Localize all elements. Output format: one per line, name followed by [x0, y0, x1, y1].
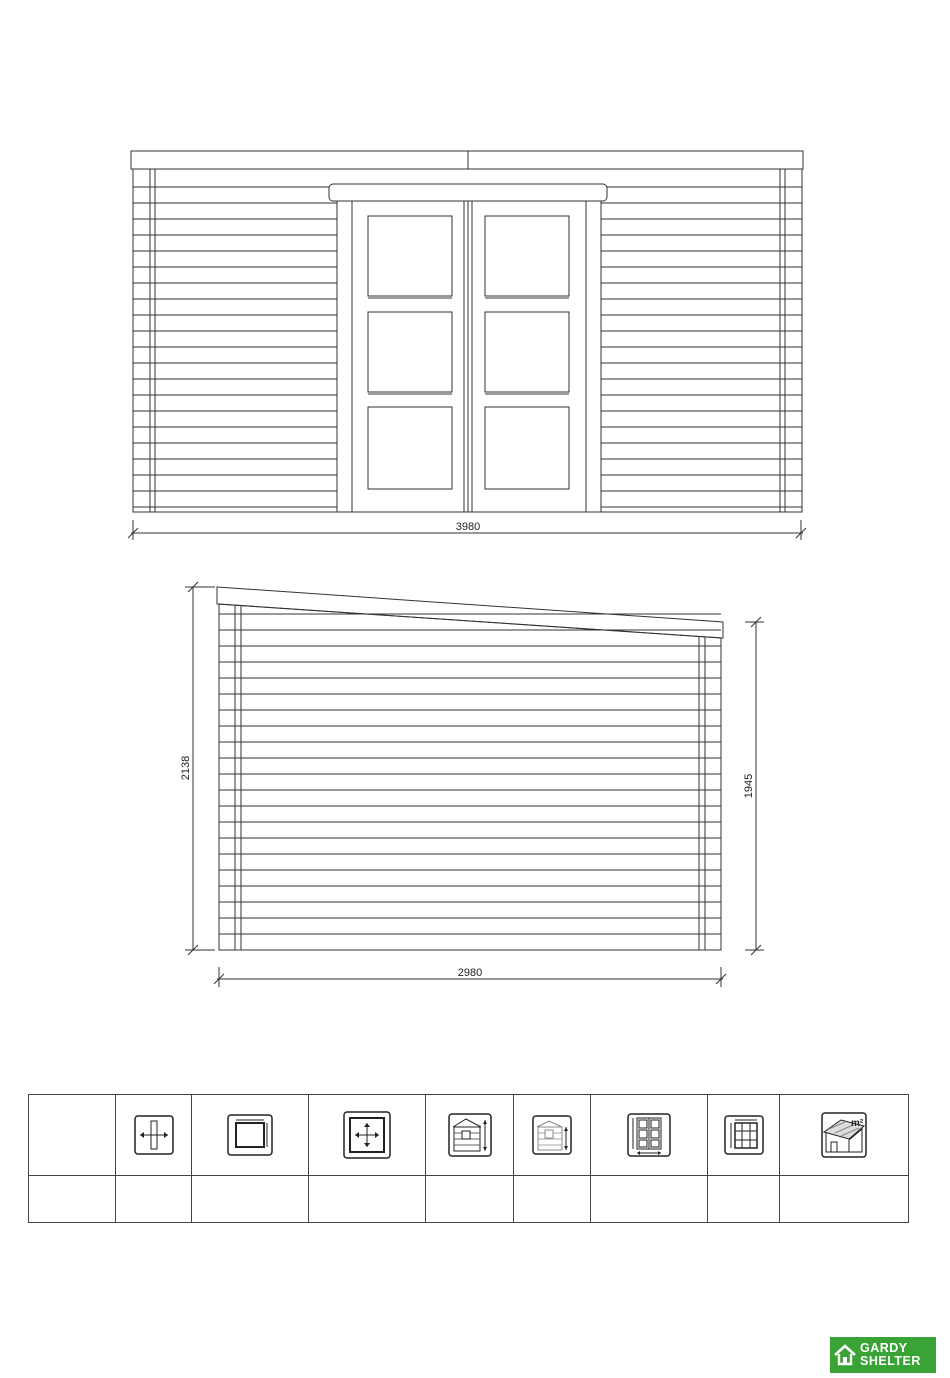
spec-cell [192, 1095, 309, 1176]
brand-name [860, 1342, 921, 1368]
side-log-boards [219, 614, 721, 934]
wall-thickness-icon [134, 1115, 174, 1155]
spec-value [780, 1176, 909, 1223]
side-view [185, 582, 764, 987]
window-icon [724, 1115, 764, 1155]
spec-value [309, 1176, 426, 1223]
ridge-height-icon [448, 1113, 492, 1157]
front-view [128, 151, 806, 540]
spec-cell [780, 1095, 909, 1176]
side-width-label: 2980 [457, 967, 483, 979]
spec-cell [514, 1095, 591, 1176]
spec-table [28, 1094, 909, 1223]
spec-cell [708, 1095, 780, 1176]
side-left-height-label: 2138 [180, 755, 192, 781]
front-width-label: 3980 [455, 521, 481, 533]
spec-cell [116, 1095, 192, 1176]
spec-value-row [29, 1176, 909, 1223]
base-dimensions-icon [227, 1114, 273, 1156]
spec-value [708, 1176, 780, 1223]
side-wall [219, 604, 721, 950]
spec-icon-row [29, 1095, 909, 1176]
spec-value [514, 1176, 591, 1223]
door-dimensions-icon [627, 1113, 671, 1157]
side-right-height-label: 1945 [743, 773, 755, 799]
spec-cell [426, 1095, 514, 1176]
spec-value [591, 1176, 708, 1223]
wall-height-icon [532, 1115, 572, 1155]
spec-value [116, 1176, 192, 1223]
internal-dimensions-icon [343, 1111, 391, 1159]
door-canopy [329, 184, 607, 201]
spec-cell [591, 1095, 708, 1176]
brand-logo [830, 1337, 936, 1373]
roof-area-icon [821, 1112, 867, 1158]
spec-row-label [29, 1176, 116, 1223]
spec-header-cell [29, 1095, 116, 1176]
house-icon [830, 1337, 860, 1373]
brand-line1: GARDY [860, 1341, 908, 1355]
spec-value [192, 1176, 309, 1223]
spec-cell [309, 1095, 426, 1176]
svg-text:m²: m² [851, 1118, 864, 1129]
brand-line2: SHELTER [860, 1354, 921, 1368]
front-roof-fascia [131, 151, 803, 169]
door-frame [337, 201, 601, 512]
spec-value [426, 1176, 514, 1223]
